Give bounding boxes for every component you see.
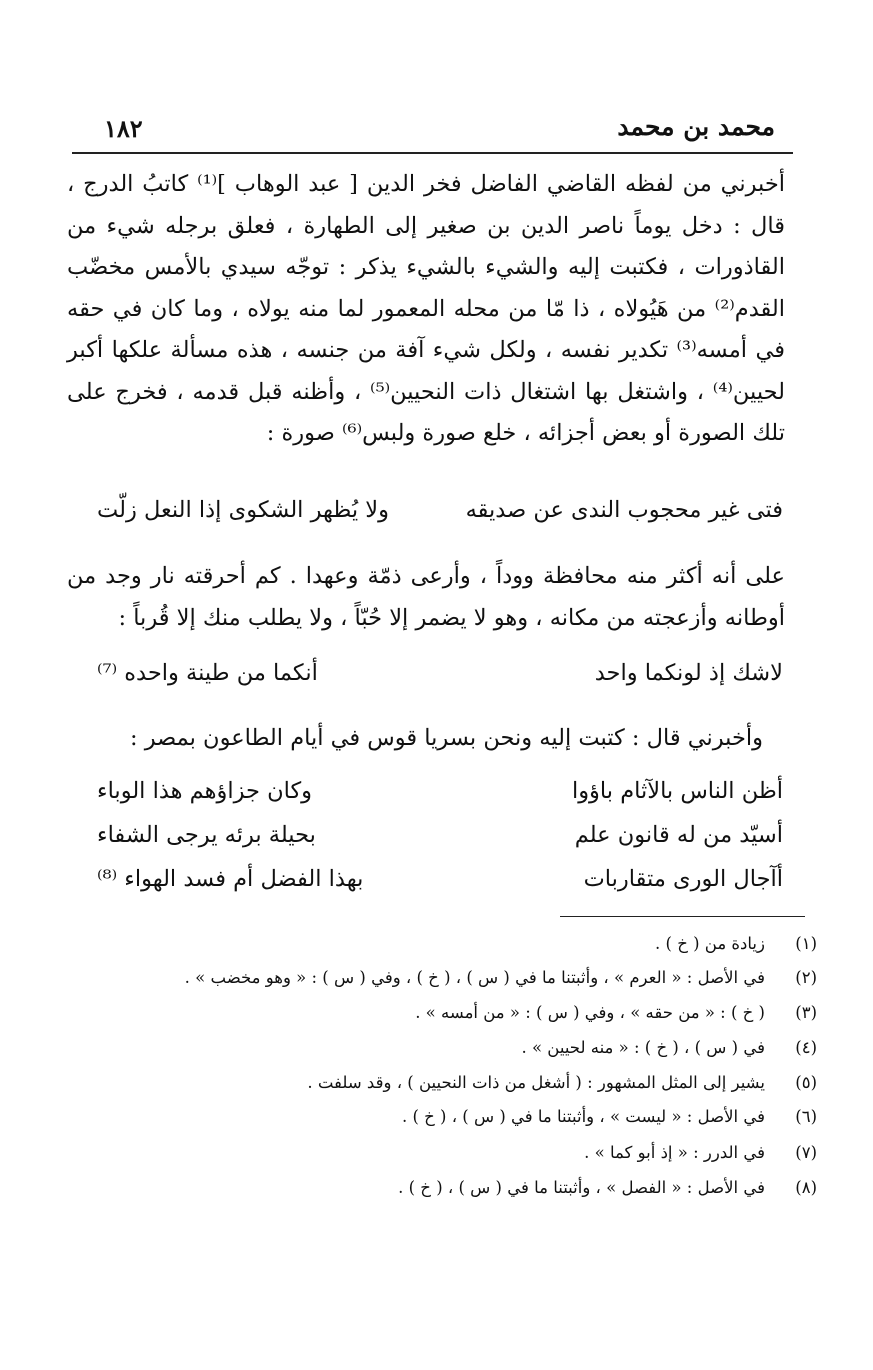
verse-2-second-hemistich: أنكما من طينة واحده ⁽⁷⁾: [97, 660, 318, 686]
verse-2: [83, 660, 783, 700]
footnote-number: (١): [795, 934, 817, 953]
footnote-text: ( خ ) : « من حقه » ، وفي ( س ) : « من أمسه » .: [415, 1003, 765, 1022]
footnote-number: (٣): [795, 1003, 817, 1022]
footnote-number: (٧): [795, 1143, 817, 1162]
verse-1-second-hemistich: ولا يُظهر الشكوى إذا النعل زلّت: [97, 497, 389, 523]
footnote-number: (٥): [795, 1073, 817, 1092]
poem-line-2-first-hemistich: أسيّد من له قانون علم: [574, 822, 783, 848]
footnote-1: [57, 934, 817, 964]
paragraph-3: وأخبرني قال : كتبت إليه ونحن بسريا قوس في أيام الطاعون بمصر :: [129, 725, 763, 751]
footnote-number: (٤): [795, 1038, 817, 1057]
footnote-2: [57, 968, 817, 998]
footnote-3: [57, 1003, 817, 1033]
footnote-8: [57, 1178, 817, 1208]
footnote-text: في الدرر : « إذ أبو كما » .: [584, 1143, 765, 1162]
footnote-4: [57, 1038, 817, 1068]
paragraph-2: على أنه أكثر منه محافظة ووداً ، وأرعى ذمّة وعهدا . كم أحرقته نار وجد من أوطانه وأزعجته من مكانه ، وهو لا يضمر إلا حُبّاً ، ولا يطلب منك إلا قُرباً :: [67, 563, 785, 631]
poem-line-1-second-hemistich: وكان جزاؤهم هذا الوباء: [97, 778, 313, 804]
footnote-text: في الأصل : « ليست » ، وأثبتنا ما في ( س ) ، ( خ ) .: [401, 1107, 765, 1126]
poem-line-1-first-hemistich: أظن الناس بالآثام باؤوا: [571, 778, 783, 804]
verse-1-first-hemistich: فتى غير محجوب الندى عن صديقه: [465, 497, 783, 523]
footnote-6: [57, 1107, 817, 1137]
poem-line-2: [83, 822, 783, 862]
running-title: محمد بن محمد: [617, 112, 775, 141]
footnote-number: (٢): [795, 968, 817, 987]
verse-1: [83, 497, 783, 537]
footnote-number: (٦): [795, 1107, 817, 1126]
poem-line-2-second-hemistich: بحيلة برئه يرجى الشفاء: [97, 822, 316, 848]
footnote-text: زيادة من ( خ ) .: [655, 934, 765, 953]
poem-line-3-second-hemistich: بهذا الفضل أم فسد الهواء ⁽⁸⁾: [97, 866, 364, 892]
footnote-text: في الأصل : « الفصل » ، وأثبتنا ما في ( س ) ، ( خ ) .: [398, 1178, 765, 1197]
footnote-number: (٨): [795, 1178, 817, 1197]
footnote-rule: [560, 916, 805, 917]
poem-line-3: [83, 866, 783, 906]
page-number: ١٨٢: [104, 114, 143, 143]
header-rule: [72, 152, 793, 154]
footnote-7: [57, 1143, 817, 1173]
verse-2-first-hemistich: لاشك إذ لونكما واحد: [594, 660, 783, 686]
poem-line-3-first-hemistich: أآجال الورى متقاربات: [583, 866, 783, 892]
poem-line-1: [83, 778, 783, 818]
footnote-text: في ( س ) ، ( خ ) : « منه لحيين » .: [521, 1038, 765, 1057]
paragraph-1: أخبرني من لفظه القاضي الفاضل فخر الدين [ عبد الوهاب ]⁽¹⁾ كاتبُ الدرج ، قال : دخل يوماً ناصر الدين بن صغير إلى الطهارة ، فعلق برجله شيء من القاذورات ، فكتبت إليه والشيء بالشيء يذكر : توجّه سيدي بالأمس مخضّب القدم⁽²⁾ من هَيُولاه ، ذا مّا من محله المعمور لما منه يولاه ، وما كان في حقه في أمسه⁽³⁾ تكدير نفسه ، ولكل شيء آفة من جنسه ، هذه مسألة علكها أكبر لحيين⁽⁴⁾ ، واشتغل بها اشتغال ذات النحيين⁽⁵⁾ ، وأظنه قبل قدمه ، فخرج على تلك الصورة أو بعض أجزائه ، خلع صورة ولبس⁽⁶⁾ صورة :: [67, 171, 785, 446]
footnote-5: [57, 1073, 817, 1103]
footnote-text: يشير إلى المثل المشهور : ( أشغل من ذات النحيين ) ، وقد سلفت .: [307, 1073, 765, 1092]
footnote-text: في الأصل : « العرم » ، وأثبتنا ما في ( س ) ، ( خ ) ، وفي ( س ) : « وهو مخضب » .: [184, 968, 765, 987]
